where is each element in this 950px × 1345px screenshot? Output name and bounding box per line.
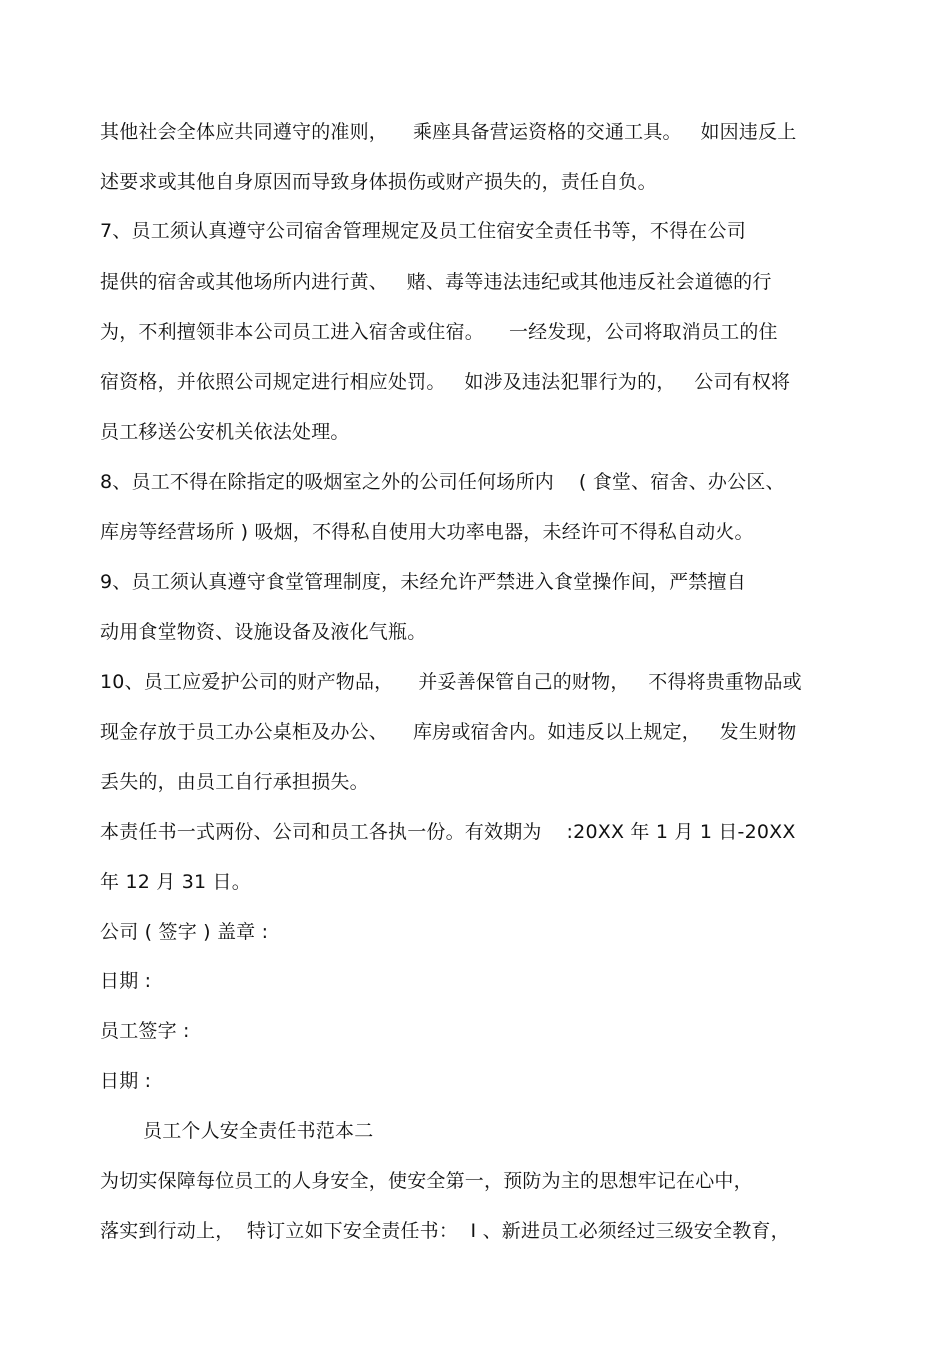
text-line: 其他社会全体应共同遵守的准则， 乘座具备营运资格的交通工具。 如因违反上 bbox=[100, 121, 797, 143]
date-label: 日期 : bbox=[100, 970, 152, 992]
text-line: 本责任书一式两份、公司和员工各执一份。有效期为 :20XX 年 1 月 1 日-20XX bbox=[100, 821, 796, 843]
section-title: 员工个人安全责任书范本二 bbox=[143, 1120, 374, 1142]
text-line: 7、员工须认真遵守公司宿舍管理规定及员工住宿安全责任书等，不得在公司 bbox=[100, 220, 746, 242]
text-line: 提供的宿舍或其他场所内进行黄、 赌、毒等违法违纪或其他违反社会道德的行 bbox=[100, 271, 772, 293]
signature-company-label: 公司 ( 签字 ) 盖章 : bbox=[100, 921, 269, 943]
text-line: 为，不利擅领非本公司员工进入宿舍或住宿。 一经发现，公司将取消员工的住 bbox=[100, 321, 778, 343]
text-line: 述要求或其他自身原因而导致身体损伤或财产损失的，责任自负。 bbox=[100, 171, 657, 193]
signature-employee-label: 员工签字 : bbox=[100, 1020, 190, 1042]
date-label: 日期 : bbox=[100, 1070, 152, 1092]
text-line: 9、员工须认真遵守食堂管理制度，未经允许严禁进入食堂操作间，严禁擅自 bbox=[100, 571, 746, 593]
text-line: 为切实保障每位员工的人身安全，使安全第一，预防为主的思想牢记在心中， bbox=[100, 1170, 753, 1192]
text-line: 库房等经营场所 ) 吸烟，不得私自使用大功率电器，未经许可不得私自动火。 bbox=[100, 521, 754, 543]
text-line: 8、员工不得在除指定的吸烟室之外的公司任何场所内 ( 食堂、宿舍、办公区、 bbox=[100, 471, 785, 493]
text-line: 员工移送公安机关依法处理。 bbox=[100, 421, 350, 443]
text-line: 现金存放于员工办公桌柜及办公、 库房或宿舍内。如违反以上规定， 发生财物 bbox=[100, 721, 797, 743]
text-line: 落实到行动上， 特订立如下安全责任书： I 、新进员工必须经过三级安全教育， bbox=[100, 1220, 790, 1242]
text-line: 10、员工应爱护公司的财产物品， 并妥善保管自己的财物， 不得将贵重物品或 bbox=[100, 671, 802, 693]
text-line: 年 12 月 31 日。 bbox=[100, 871, 251, 893]
text-line: 宿资格，并依照公司规定进行相应处罚。 如涉及违法犯罪行为的， 公司有权将 bbox=[100, 371, 791, 393]
text-line: 丢失的，由员工自行承担损失。 bbox=[100, 771, 369, 793]
text-line: 动用食堂物资、设施设备及液化气瓶。 bbox=[100, 621, 427, 643]
